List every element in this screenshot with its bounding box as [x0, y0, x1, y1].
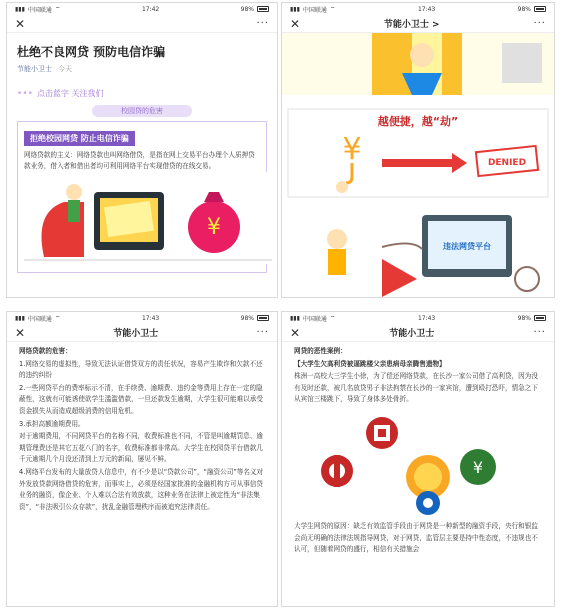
paragraph: 2.一些网贷平台的费率标示不清，在手续费、逾期费、违约金等费用上存在一定的隐蔽性，这就有可能诱使欲学生滥滥借款，一旦还款发生逾期，大学生很可能难以承受资金损失从而造成超级消费的信用危机。 [19, 383, 263, 415]
status-bar [7, 3, 277, 15]
battery-icon [257, 315, 269, 321]
nav-title[interactable]: 节能小卫士 > [383, 20, 440, 30]
signal-icon: ▮▮▮ [15, 5, 25, 13]
nav-title[interactable]: 节能小卫士 [389, 329, 435, 339]
illegal-platform-illustration [282, 209, 554, 298]
paragraph: 1.网络交易的虚拟性，导致无法认证借贷双方的责任状况，容易产生欺诈和欠款不还的违约纠纷 [19, 359, 263, 380]
nav-bar [7, 15, 277, 33]
case-text: 株洲一高校大三学生小徐，为了偿还网络贷款，在长沙一家公司借了高利贷，因为没有及时还款，被几名放贷男子非法拘禁在长沙的一家宾馆，遭到殴打恐吓，情急之下从宾馆三楼跳下，导致了身体多处骨折。 [294, 372, 538, 404]
signal-icon: ▮▮▮ [290, 314, 300, 322]
wifi-icon: ⌔ [329, 6, 336, 13]
panel-cases [281, 311, 555, 607]
box-text: 网络贷款的主义：网络贷款也叫网络借贷，是指在网上交易平台办理个人质押贷款业务，借入者和借出者均可利用网络平台实现借贷的在线交易。 [24, 151, 255, 170]
character-head [66, 184, 82, 200]
slogan-illustration [282, 107, 554, 199]
cases-heading: 网贷的恶性案例： [294, 347, 347, 355]
paragraph: 3.承担高额逾期费用。 [19, 419, 85, 428]
more-icon[interactable]: ··· [256, 327, 269, 338]
debt-trap-illustration [282, 33, 554, 95]
article-title: 杜绝不良网贷 预防电信诈骗 [17, 45, 166, 59]
carrier-label: 中国联通 [27, 6, 52, 14]
nav-title[interactable]: 节能小卫士 [113, 329, 159, 339]
svg-text:¥: ¥ [207, 215, 221, 240]
more-icon[interactable]: ··· [256, 18, 269, 29]
worried-man-head [410, 43, 434, 67]
follow-label: 点击蓝字 关注我们 [36, 89, 104, 98]
more-icon[interactable]: ··· [533, 18, 546, 29]
paragraph: 对于逾期费用，不同网贷平台的名称不同，收费标准也不同，不管是叫逾期罚息、逾期管理费还是其它五花八门的名字，收费标准都非常高。大学生在校园贷平台借款几千元逾期几个月没还清到上万元的新闻，屡见不鲜。 [19, 432, 263, 464]
status-bar: ▮▮▮ 中国联通 ⌔ 17:43 98% [7, 312, 277, 324]
publish-time: 今天 [58, 65, 72, 73]
close-icon[interactable]: ✕ [15, 325, 26, 340]
harms-text [7, 342, 277, 518]
battery-icon [534, 315, 546, 321]
follow-banner[interactable] [17, 88, 267, 99]
battery-label: 98% [240, 5, 254, 13]
cause-paragraph: 大学生网贷的原因：缺乏有效监管手段由于网贷是一种新型的融资手段，央行和银监会尚无明确的法律法规指导网贷，对于网贷，监管层主要是持中性态度，不违规也不认可，但随着网贷的盛行，相信有关措施会 [294, 521, 538, 554]
more-icon[interactable]: ··· [533, 327, 546, 338]
nav-bar [282, 324, 554, 342]
yen-hook-icon: ¥ [342, 132, 362, 167]
article-meta [7, 64, 277, 74]
nav-bar [7, 324, 277, 342]
cause-text [282, 519, 554, 561]
loan-trap-illustration [24, 172, 272, 264]
author-link[interactable]: 节能小卫士 [17, 65, 52, 73]
bank-logos-illustration [282, 411, 554, 515]
panel-illustrations [281, 2, 555, 298]
signal-icon: ▮▮▮ [290, 5, 300, 13]
status-bar: ▮▮▮ 中国联通 ⌔ 17:43 98% [282, 312, 554, 324]
status-bar: ▮▮▮ 中国联通 ⌔ 17:43 98% [282, 3, 554, 15]
battery-icon [534, 6, 546, 12]
svg-text:¥: ¥ [472, 457, 484, 477]
cases-text [282, 342, 554, 411]
nav-bar [282, 15, 554, 33]
paragraph: 网络贷款的危害： [19, 347, 72, 355]
wifi-icon: ⌔ [54, 315, 61, 322]
intro-box [17, 121, 267, 273]
dots-icon: ••• [17, 88, 33, 99]
case-title: 【大学生欠高利贷被逼跳楼父亲患病母亲腾售遗物】 [294, 359, 446, 368]
student-head [327, 229, 347, 249]
close-icon[interactable]: ✕ [290, 16, 301, 31]
signal-icon: ▮▮▮ [15, 314, 25, 322]
time-label: 17:42 [141, 5, 160, 13]
denied-stamp: DENIED [487, 158, 527, 168]
panel-article-intro [6, 2, 278, 298]
wifi-icon: ⌔ [54, 6, 61, 13]
box-heading: 拒绝校园网贷 防止电信诈骗 [24, 131, 135, 146]
paragraph: 4.网络平台发布的大量放贷人信息中，有不少是以“贷款公司”，“融资公司”等名义对外发放贷款网络借贷的危害，而事实上，必须是经国家批准的金融机构方可从事信贷业务的融资，像企业、个人难以合法有效放款，这种业务在法律上被定性为“非法集资”，“非法吸引公众存款”，扰乱金融管理秩序而被追究法律责任。 [19, 467, 264, 511]
panel-harms [6, 311, 278, 607]
section-pill: 校园贷的危害 [92, 105, 192, 117]
slogan-text: 越便捷，越“劫” [377, 115, 459, 128]
battery-icon [257, 6, 269, 12]
wifi-icon: ⌔ [329, 315, 336, 322]
close-icon[interactable]: ✕ [290, 325, 301, 340]
platform-label: 违法网贷平台 [443, 242, 491, 251]
close-icon[interactable]: ✕ [15, 16, 26, 31]
